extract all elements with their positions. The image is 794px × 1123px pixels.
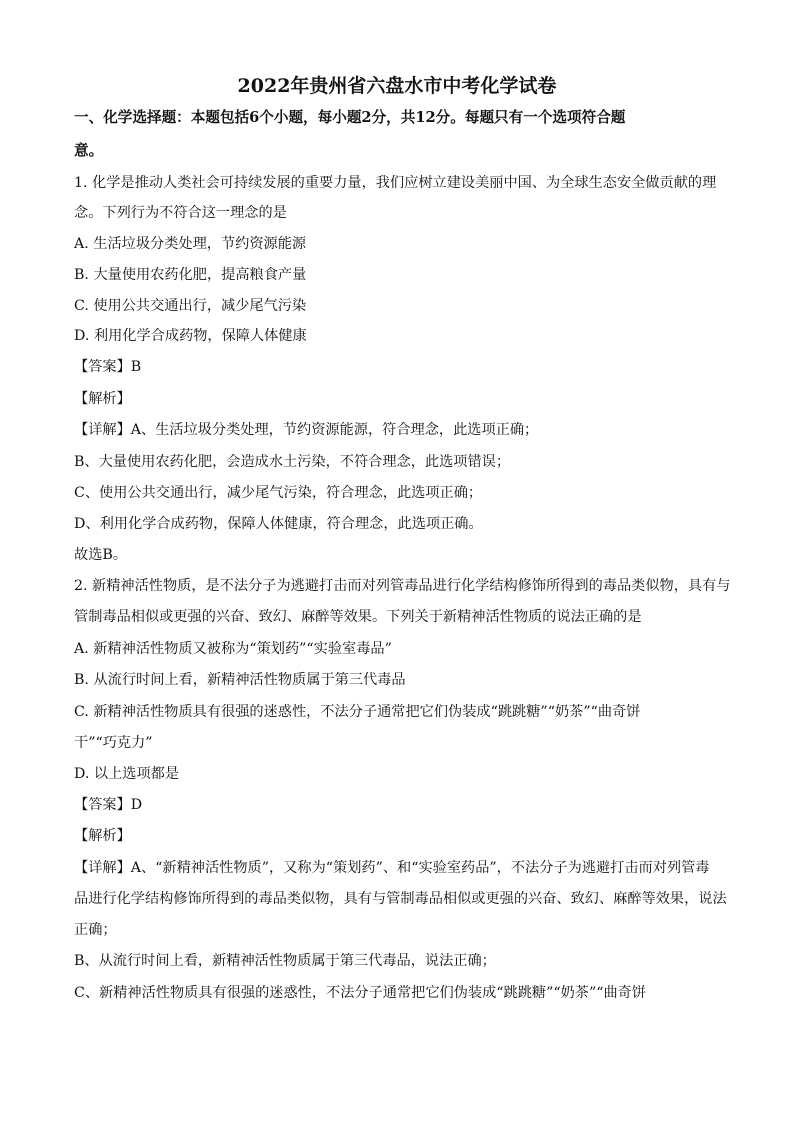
q2-answer: 【答案】D: [74, 797, 143, 813]
q1-detail-c: C、使用公共交通出行，减少尾气污染，符合理念，此选项正确；: [74, 485, 483, 501]
q1-option-d: D. 利用化学合成药物，保障人体健康: [74, 328, 307, 344]
q1-analysis-label: 【解析】: [74, 391, 131, 407]
q2-option-c-line-2: 干”“巧克力”: [74, 735, 153, 751]
q2-detail-a-line-2: 品进行化学结构修饰所得到的毒品类似物，具有与管制毒品相似或更强的兴奋、致幻、麻醉等效果，说法: [74, 891, 727, 907]
q2-detail-b: B、从流行时间上看，新精神活性物质属于第三代毒品，说法正确；: [74, 953, 496, 969]
q2-option-a: A. 新精神活性物质又被称为“策划药”“实验室毒品”: [74, 641, 392, 657]
q2-analysis-label: 【解析】: [74, 828, 131, 844]
section-heading-line-1: 一、化学选择题：本题包括6个小题，每小题2分，共12分。每题只有一个选项符合题: [74, 109, 626, 126]
q1-detail-b: B、大量使用农药化肥，会造成水土污染，不符合理念，此选项错误；: [74, 454, 511, 470]
section-heading-line-2: 意。: [74, 142, 104, 159]
q1-stem-line-1: 1. 化学是推动人类社会可持续发展的重要力量，我们应树立建设美丽中国、为全球生态安全做贡献的理: [74, 175, 717, 191]
q1-option-c: C. 使用公共交通出行，减少尾气污染: [74, 298, 307, 314]
q1-option-b: B. 大量使用农药化肥，提高粮食产量: [74, 267, 307, 283]
q2-detail-a-line-3: 正确；: [74, 922, 117, 938]
q2-detail-a-line-1: 【详解】A、“新精神活性物质”，又称为“策划药”、和“实验室药品”，不法分子为逃避打击而对列管毒: [74, 860, 710, 876]
q1-answer: 【答案】B: [74, 359, 142, 375]
q2-option-c-line-1: C. 新精神活性物质具有很强的迷惑性，不法分子通常把它们伪装成“跳跳糖”“奶茶”“曲奇饼: [74, 704, 641, 720]
q1-stem-line-2: 念。下列行为不符合这一理念的是: [74, 205, 287, 221]
page-title: 2022年贵州省六盘水市中考化学试卷: [237, 75, 557, 97]
q2-option-d: D. 以上选项都是: [74, 766, 180, 782]
q1-option-a: A. 生活垃圾分类处理，节约资源能源: [74, 236, 307, 252]
q2-stem-line-2: 管制毒品相似或更强的兴奋、致幻、麻醉等效果。下列关于新精神活性物质的说法正确的是: [74, 609, 642, 625]
q2-detail-c: C、新精神活性物质具有很强的迷惑性，不法分子通常把它们伪装成“跳跳糖”“奶茶”“曲奇饼: [74, 985, 647, 1001]
q1-detail-a: 【详解】A、生活垃圾分类处理，节约资源能源，符合理念，此选项正确；: [74, 422, 539, 438]
q1-conclusion: 故选B。: [74, 547, 127, 563]
q2-stem-line-1: 2. 新精神活性物质，是不法分子为逃避打击而对列管毒品进行化学结构修饰所得到的毒品类似物，具有与: [74, 578, 731, 594]
q2-option-b: B. 从流行时间上看，新精神活性物质属于第三代毒品: [74, 672, 406, 688]
q1-detail-d: D、利用化学合成药物，保障人体健康，符合理念，此选项正确。: [74, 516, 483, 532]
